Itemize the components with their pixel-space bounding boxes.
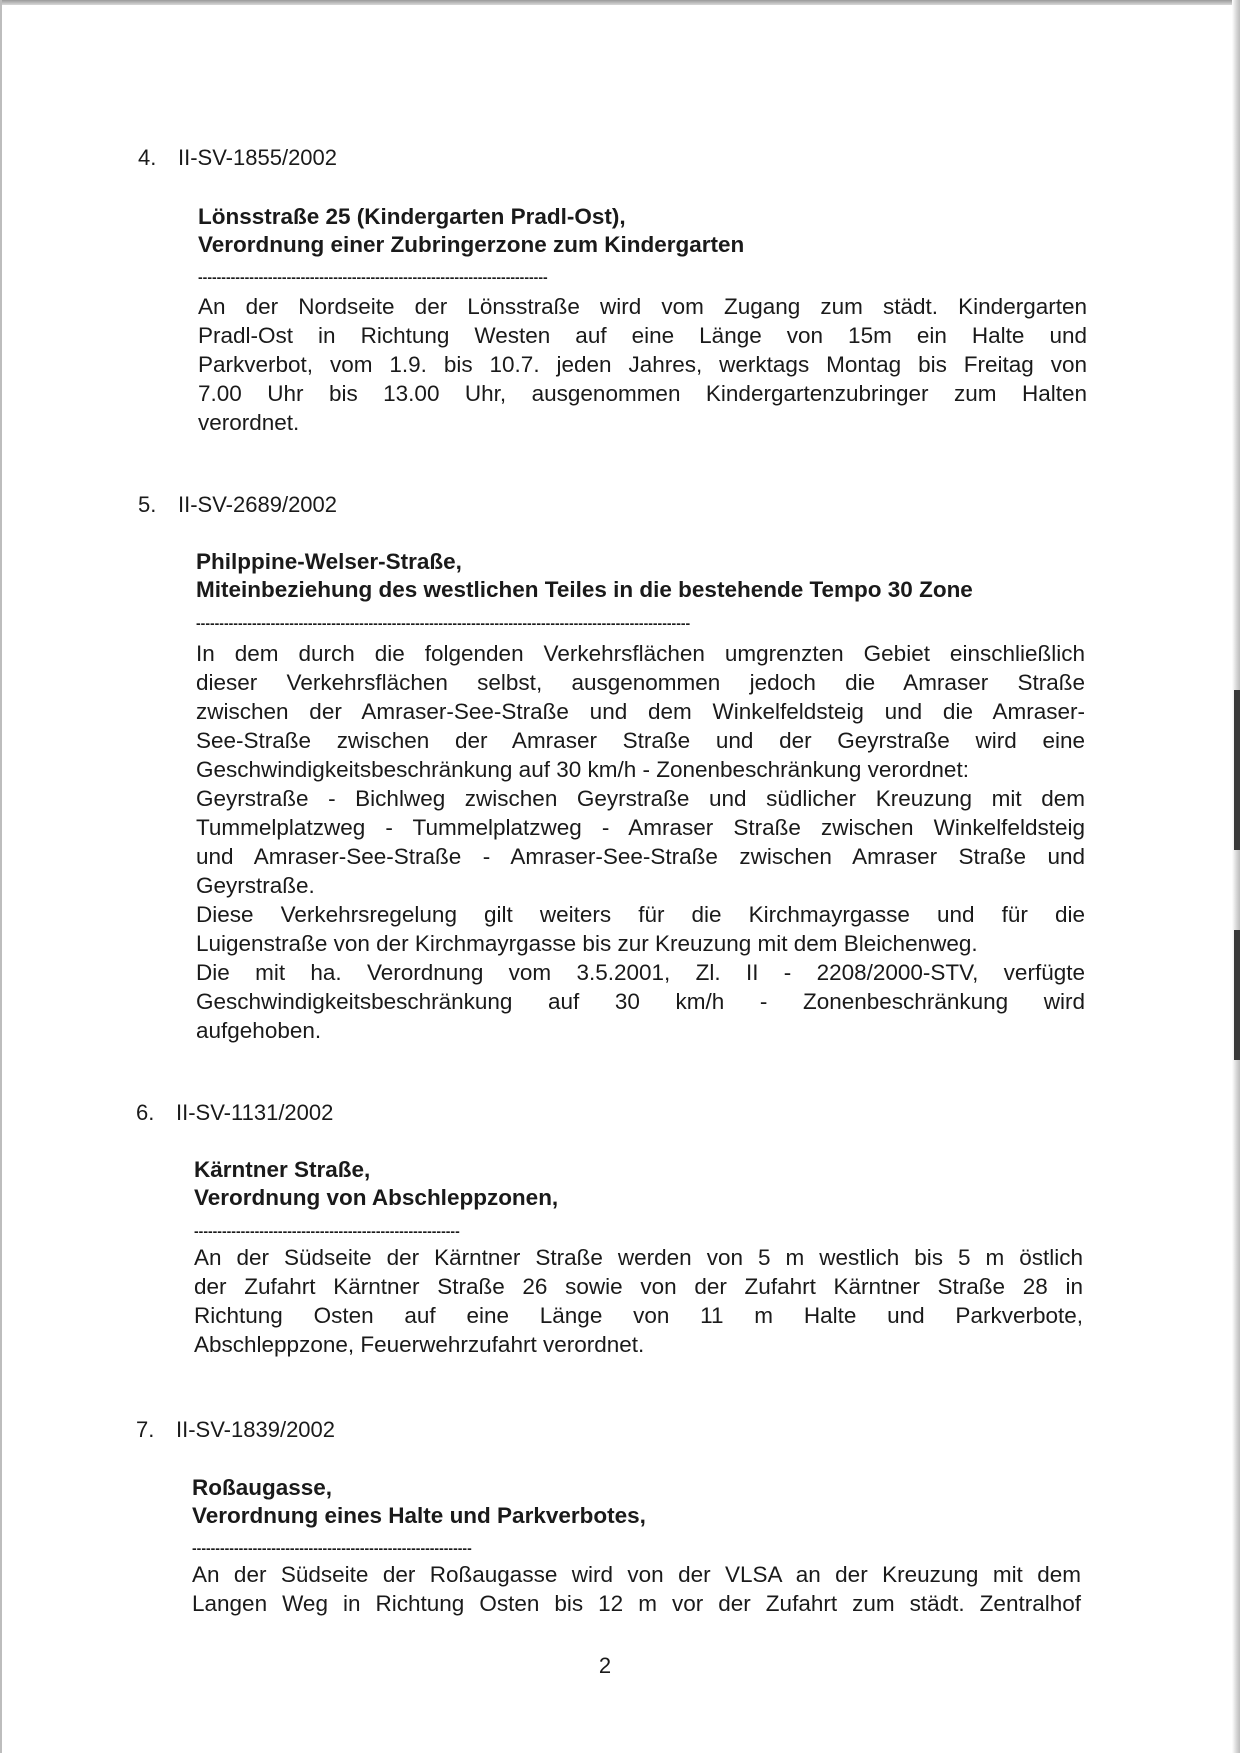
body-line: An der Südseite der Roßaugasse wird von der VLSA an der Kreuzung mit dem xyxy=(192,1562,1081,1587)
item-number: 6. xyxy=(136,1100,155,1125)
scan-edge-top xyxy=(0,0,1240,5)
scan-mark xyxy=(1234,690,1240,850)
item-code: II-SV-1131/2002 xyxy=(176,1100,334,1125)
title-line: Philppine-Welser-Straße, xyxy=(196,549,462,574)
item-code: II-SV-1855/2002 xyxy=(178,145,338,170)
item-number: 7. xyxy=(136,1417,155,1442)
item-number: 5. xyxy=(138,492,157,517)
title-line: Verordnung einer Zubringerzone zum Kindergarten xyxy=(198,232,745,257)
body-line: Geschwindigkeitsbeschränkung auf 30 km/h - Zonenbeschränkung wird xyxy=(196,989,1085,1014)
body-line: Richtung Osten auf eine Länge von 11 m Halte und Parkverbote, xyxy=(194,1303,1083,1328)
item-body xyxy=(198,292,1087,437)
body-line: Geyrstraße. xyxy=(196,873,315,898)
body-line: Langen Weg in Richtung Osten bis 12 m vor der Zufahrt zum städt. Zentralhof xyxy=(192,1591,1081,1616)
item-title xyxy=(196,548,973,604)
item-title xyxy=(192,1474,646,1530)
body-line: und Amraser-See-Straße - Amraser-See-Straße zwischen Amraser Straße und xyxy=(196,844,1085,869)
title-line: Miteinbeziehung des westlichen Teiles in die bestehende Tempo 30 Zone xyxy=(196,577,973,602)
body-line: Parkverbot, vom 1.9. bis 10.7. jeden Jahres, werktags Montag bis Freitag von xyxy=(198,352,1087,377)
body-line: Die mit ha. Verordnung vom 3.5.2001, Zl. II - 2208/2000-STV, verfügte xyxy=(196,960,1085,985)
item-heading xyxy=(138,492,337,518)
dashed-rule: --------------------------------------------------------- xyxy=(194,1225,460,1237)
body-line: 7.00 Uhr bis 13.00 Uhr, ausgenommen Kindergartenzubringer zum Halten xyxy=(198,381,1087,406)
item-number: 4. xyxy=(138,145,157,170)
item-body xyxy=(194,1243,1083,1359)
body-line: In dem durch die folgenden Verkehrsflächen umgrenzten Gebiet einschließlich xyxy=(196,641,1085,666)
scan-edge-left xyxy=(0,0,2,1753)
body-line: Geschwindigkeitsbeschränkung auf 30 km/h - Zonenbeschränkung verordnet: xyxy=(196,757,969,782)
scan-edge-right xyxy=(1232,0,1240,1753)
dashed-rule: ------------------------------------------------------------ xyxy=(192,1542,472,1554)
item-title xyxy=(194,1156,558,1212)
body-line: dieser Verkehrsflächen selbst, ausgenommen jedoch die Amraser Straße xyxy=(196,670,1085,695)
dashed-rule: --------------------------------------------------------------------------- xyxy=(198,271,548,283)
body-line: der Zufahrt Kärntner Straße 26 sowie von der Zufahrt Kärntner Straße 28 in xyxy=(194,1274,1083,1299)
body-line: An der Südseite der Kärntner Straße werden von 5 m westlich bis 5 m östlich xyxy=(194,1245,1083,1270)
body-line: zwischen der Amraser-See-Straße und dem Winkelfeldsteig und die Amraser- xyxy=(196,699,1085,724)
page-number: 2 xyxy=(598,1653,612,1678)
title-line: Verordnung von Abschleppzonen, xyxy=(194,1185,559,1210)
title-line: Verordnung eines Halte und Parkverbotes, xyxy=(192,1503,646,1528)
body-line: Geyrstraße - Bichlweg zwischen Geyrstraße und südlicher Kreuzung mit dem xyxy=(196,786,1085,811)
item-body xyxy=(196,639,1085,1045)
item-heading xyxy=(136,1100,333,1126)
title-line: Kärntner Straße, xyxy=(194,1157,371,1182)
item-title xyxy=(198,203,744,259)
body-line: aufgehoben. xyxy=(196,1018,322,1043)
title-line: Roßaugasse, xyxy=(192,1475,333,1500)
body-line: verordnet. xyxy=(198,410,300,435)
body-line: Luigenstraße von der Kirchmayrgasse bis zur Kreuzung mit dem Bleichenweg. xyxy=(196,931,978,956)
item-heading xyxy=(138,145,337,171)
title-line: Lönsstraße 25 (Kindergarten Pradl-Ost), xyxy=(198,204,626,229)
body-line: An der Nordseite der Lönsstraße wird vom Zugang zum städt. Kindergarten xyxy=(198,294,1087,319)
item-heading xyxy=(136,1417,335,1443)
item-code: II-SV-2689/2002 xyxy=(178,492,338,517)
dashed-rule: ---------------------------------------------------------------------------------------------------------- xyxy=(196,617,691,629)
item-body xyxy=(192,1560,1081,1618)
body-line: Abschleppzone, Feuerwehrzufahrt verordnet. xyxy=(194,1332,645,1357)
body-line: Tummelplatzweg - Tummelplatzweg - Amraser Straße zwischen Winkelfeldsteig xyxy=(196,815,1085,840)
body-line: Pradl-Ost in Richtung Westen auf eine Länge von 15m ein Halte und xyxy=(198,323,1087,348)
item-code: II-SV-1839/2002 xyxy=(176,1417,336,1442)
body-line: See-Straße zwischen der Amraser Straße und der Geyrstraße wird eine xyxy=(196,728,1085,753)
body-line: Diese Verkehrsregelung gilt weiters für die Kirchmayrgasse und für die xyxy=(196,902,1085,927)
scan-mark xyxy=(1234,930,1240,1060)
